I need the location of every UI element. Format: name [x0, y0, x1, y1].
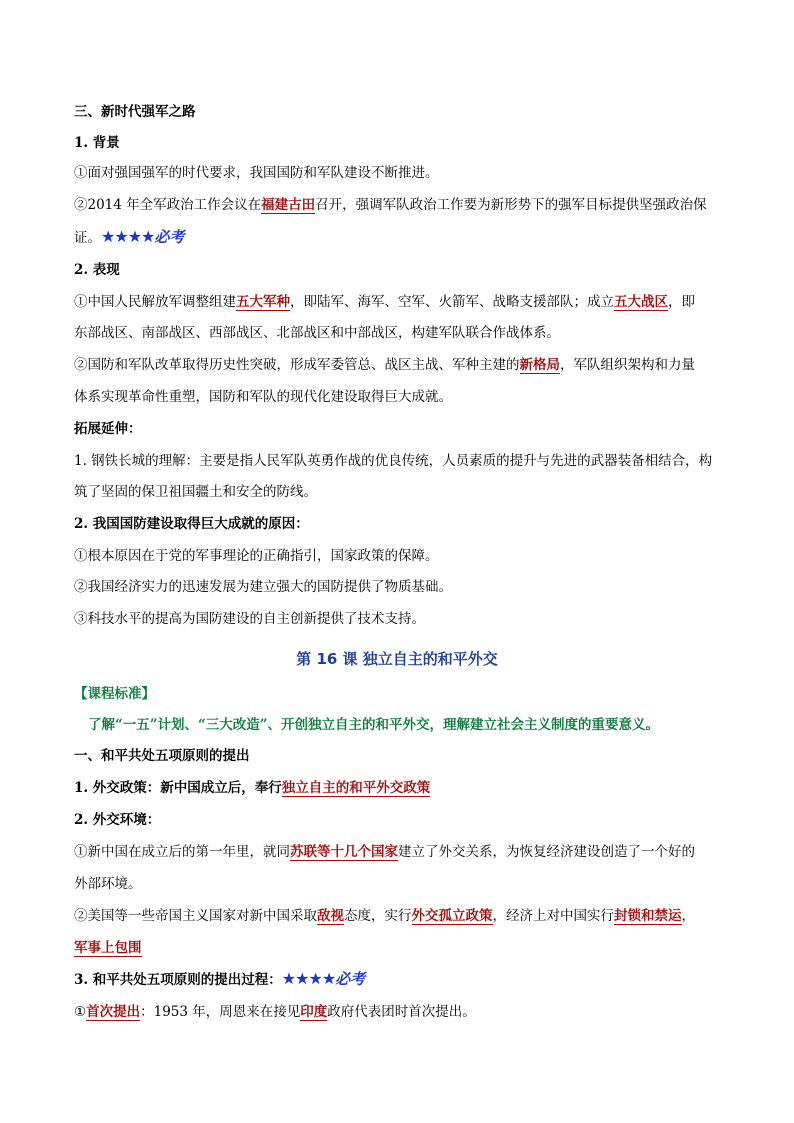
text: ：1953 年，周恩来在接见	[140, 1004, 301, 1020]
paragraph	[74, 292, 724, 312]
subheading: 2. 外交环境：	[74, 812, 161, 828]
paragraph	[74, 227, 724, 248]
paragraph: ①面对强国强军的时代要求，我国国防和军队建设不断推进。	[74, 165, 439, 181]
star-rating-icon: ★★★★	[101, 227, 155, 246]
subheading: 3. 和平共处五项原则的提出过程：	[74, 972, 282, 988]
paragraph: ②我国经济实力的迅速发展为建立强大的国防提供了物质基础。	[74, 579, 452, 595]
paragraph	[74, 355, 724, 375]
must-test-label: 必考	[335, 970, 366, 988]
paragraph	[74, 1002, 724, 1022]
text: ，经济上对中国实行	[492, 908, 614, 924]
text: ，军队组织架构和力量	[560, 357, 695, 373]
keyword: 印度	[300, 1004, 328, 1020]
text: 召开，强调军队政治工作要为新形势下的强军目标提供坚强政治保	[315, 197, 707, 213]
section-title: 三、新时代强军之路	[74, 104, 196, 120]
paragraph: 外部环境。	[74, 876, 142, 892]
text: 态度，实行	[344, 908, 412, 924]
text: ②国防和军队改革取得历史性突破，形成军委管总、战区主战、军种主建的	[74, 357, 520, 373]
paragraph: ③科技水平的提高为国防建设的自主创新提供了技术支持。	[74, 611, 425, 627]
background-heading: 1. 背景	[74, 135, 120, 151]
keyword: 新格局	[519, 357, 560, 373]
text: ，即陆军、海军、空军、火箭军、战略支援部队；成立	[290, 294, 614, 310]
paragraph	[74, 842, 724, 862]
paragraph	[74, 969, 724, 990]
must-test-label: 必考	[154, 228, 185, 246]
text: ②美国等一些帝国主义国家对新中国采取	[74, 908, 317, 924]
text: 1. 外交政策：新中国成立后，奉行	[74, 780, 282, 796]
text: 建立了外交关系，为恢复经济建设创造了一个好的	[398, 844, 695, 860]
keyword: 独立自主的和平外交政策	[281, 780, 431, 796]
keyword: 敌视	[317, 908, 344, 924]
keyword: 外交孤立政策	[411, 908, 493, 924]
text: ②2014 年全军政治工作会议在	[74, 197, 262, 213]
paragraph	[74, 938, 724, 958]
section-title: 一、和平共处五项原则的提出	[74, 748, 250, 764]
text: ①中国人民解放军调整组建	[74, 294, 236, 310]
paragraph: 体系实现革命性重塑，国防和军队的现代化建设取得巨大成就。	[74, 389, 452, 405]
paragraph	[74, 195, 724, 215]
keyword: 军事上包围	[74, 940, 142, 956]
lesson-title: 第 16 课 独立自主的和平外交	[296, 650, 498, 668]
text: 政府代表团时首次提出。	[327, 1004, 476, 1020]
paragraph: 1. 钢铁长城的理解：主要是指人民军队英勇作战的优良传统，人员素质的提升与先进的武器装备相结合，构	[74, 453, 713, 469]
keyword: 封锁和禁运	[614, 908, 682, 924]
paragraph	[74, 778, 724, 798]
extension-heading: 拓展延伸：	[74, 421, 142, 437]
keyword: 苏联等十几个国家	[290, 844, 398, 860]
paragraph	[74, 906, 724, 926]
keyword: 五大军种	[236, 294, 290, 310]
text: ①	[74, 1004, 87, 1020]
subheading: 2. 我国国防建设取得巨大成就的原因：	[74, 516, 309, 532]
keyword: 首次提出	[86, 1004, 141, 1020]
paragraph: 东部战区、南部战区、西部战区、北部战区和中部战区，构建军队联合作战体系。	[74, 325, 560, 341]
performance-heading: 2. 表现	[74, 262, 120, 278]
star-rating-icon: ★★★★	[281, 969, 336, 988]
keyword: 福建古田	[261, 197, 316, 213]
paragraph: 筑了坚固的保卫祖国疆土和安全的防线。	[74, 484, 317, 500]
text: ①新中国在成立后的第一年里，就同	[74, 844, 290, 860]
paragraph: ①根本原因在于党的军事理论的正确指引，国家政策的保障。	[74, 548, 439, 564]
text: ，	[681, 908, 695, 924]
curriculum-standard-heading: 【课程标准】	[74, 686, 155, 702]
curriculum-standard-text: 了解“一五”计划、“三大改造”、开创独立自主的和平外交，理解建立社会主义制度的重要意义。	[88, 717, 660, 733]
keyword: 五大战区	[614, 294, 668, 310]
text: ，即	[668, 294, 695, 310]
text: 证。	[74, 230, 101, 246]
